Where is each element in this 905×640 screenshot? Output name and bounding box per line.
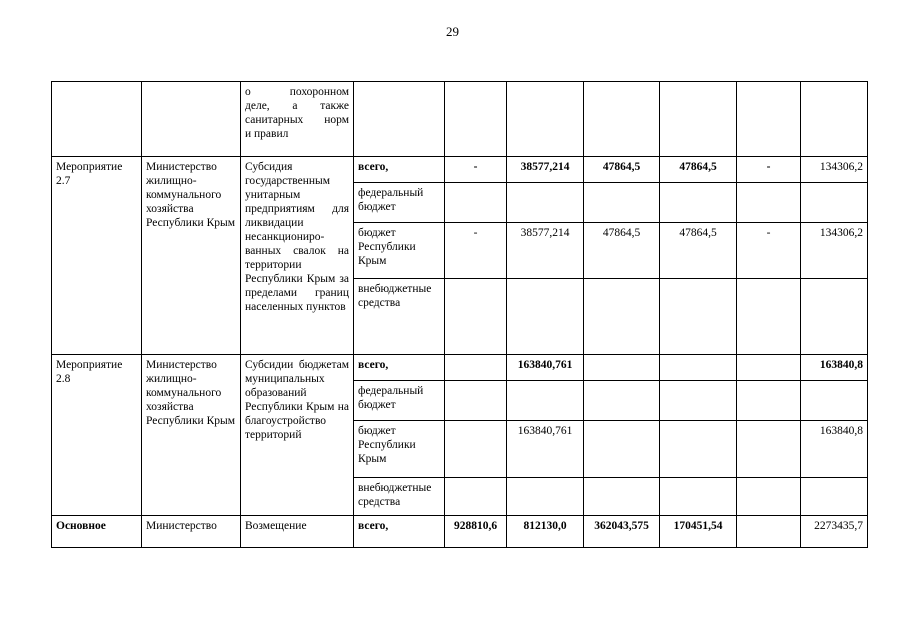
value-cell: -: [445, 157, 507, 183]
value-cell: -: [445, 223, 507, 279]
source-cell: бюджет Республики Крым: [354, 421, 445, 478]
executor-cell: [142, 82, 241, 157]
source-cell: федеральный бюджет: [354, 183, 445, 223]
value-cell: 163840,761: [507, 355, 584, 381]
source-cell: внебюджетные средства: [354, 478, 445, 516]
description-cell: Субсидия государственным унитарным предприятиям для ликвидации несанкциониро-ванных свалок на территории Республики Крым за пределами границ населенных пунктов: [241, 157, 354, 355]
description-line: о похоронном: [245, 86, 349, 98]
description-cell: [241, 82, 354, 157]
continuation-row: [52, 82, 868, 157]
value-cell: 170451,54: [660, 516, 737, 548]
sum-cell: 134306,2: [801, 157, 868, 183]
sum-cell: 163840,8: [801, 421, 868, 478]
measure-cell: Мероприятие 2.7: [52, 157, 142, 355]
measure-cell: Мероприятие 2.8: [52, 355, 142, 516]
source-cell: федеральный бюджет: [354, 381, 445, 421]
table-row: [52, 516, 868, 548]
description-line: и правил: [245, 128, 289, 140]
executor-cell: Министерство жилищно-коммунального хозяйства Республики Крым: [142, 355, 241, 516]
value-cell: 47864,5: [660, 157, 737, 183]
value-cell: 47864,5: [660, 223, 737, 279]
description-cell: Возмещение: [241, 516, 354, 548]
source-cell: всего,: [354, 516, 445, 548]
value-cell: 47864,5: [584, 157, 660, 183]
description-line: санитарных норм: [245, 114, 349, 126]
measure-cell: [52, 82, 142, 157]
value-cell: 38577,214: [507, 157, 584, 183]
table-row: [52, 157, 868, 183]
value-cell: 163840,761: [507, 421, 584, 478]
description-line: деле, а также: [245, 100, 349, 112]
value-cell: 812130,0: [507, 516, 584, 548]
sum-cell: 2273435,7: [801, 516, 868, 548]
page-number: 29: [446, 24, 459, 39]
executor-cell: Министерство жилищно-коммунального хозяйства Республики Крым: [142, 157, 241, 355]
value-cell: 38577,214: [507, 223, 584, 279]
value-cell: 928810,6: [445, 516, 507, 548]
value-cell: -: [737, 223, 801, 279]
program-table: [51, 81, 868, 548]
source-cell: всего,: [354, 355, 445, 381]
sum-cell: 163840,8: [801, 355, 868, 381]
measure-cell: Основное: [52, 516, 142, 548]
value-cell: 362043,575: [584, 516, 660, 548]
value-cell: -: [737, 157, 801, 183]
description-cell: Субсидии бюджетам муниципальных образований Республики Крым на благоустройство территорий: [241, 355, 354, 516]
sum-cell: 134306,2: [801, 223, 868, 279]
source-cell: всего,: [354, 157, 445, 183]
table-row: [52, 355, 868, 381]
executor-cell: Министерство: [142, 516, 241, 548]
source-cell: внебюджетные средства: [354, 279, 445, 355]
value-cell: 47864,5: [584, 223, 660, 279]
source-cell: бюджет Республики Крым: [354, 223, 445, 279]
